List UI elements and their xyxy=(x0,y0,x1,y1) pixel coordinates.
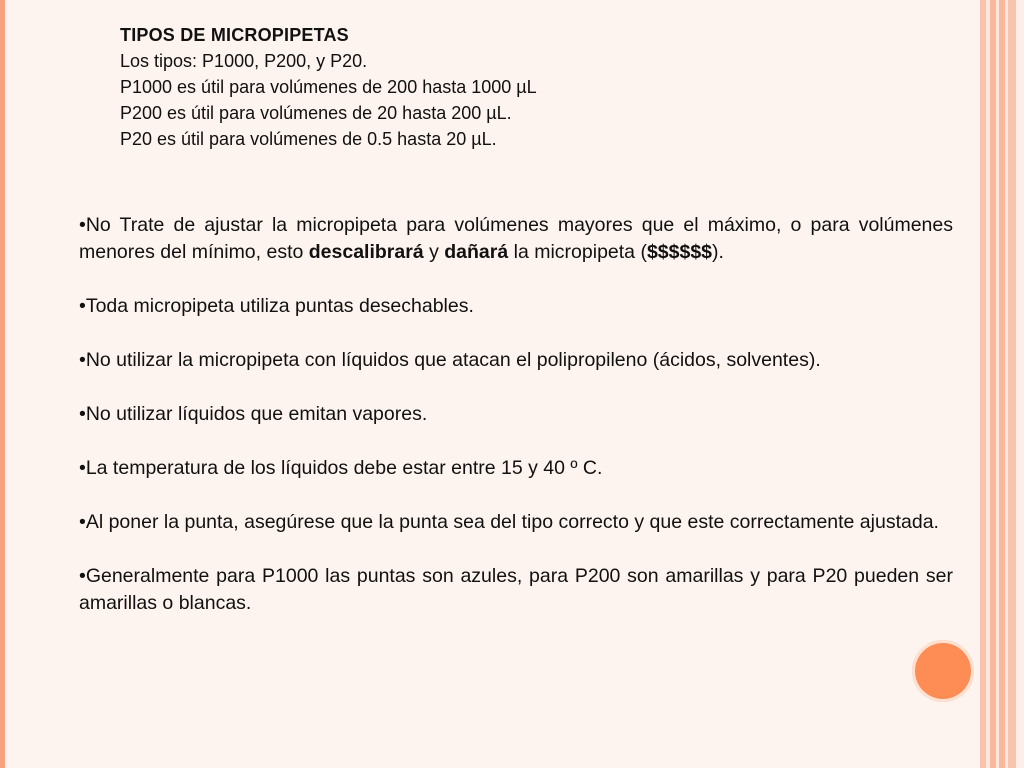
bullet-item: •Al poner la punta, asegúrese que la punta sea del tipo correcto y que este correctamente ajustada. xyxy=(79,511,939,533)
header-block xyxy=(120,22,740,152)
bullet-item: •No utilizar la micropipeta con líquidos que atacan el polipropileno (ácidos, solventes). xyxy=(79,349,821,371)
bold-text: $$$$$$ xyxy=(646,241,713,263)
header-line: P1000 es útil para volúmenes de 200 hasta 1000 µL xyxy=(120,77,537,97)
bullet-item: •Toda micropipeta utiliza puntas desechables. xyxy=(79,295,474,317)
bold-text: dañará xyxy=(444,241,509,263)
bullet-text: y xyxy=(423,241,445,263)
header-line: Los tipos: P1000, P200, y P20. xyxy=(120,51,368,71)
bullet-text: la micropipeta ( xyxy=(508,241,647,263)
bullet-item: •La temperatura de los líquidos debe estar entre 15 y 40 º C. xyxy=(79,457,603,479)
bullet-text: ). xyxy=(712,241,724,263)
page-title: TIPOS DE MICROPIPETAS xyxy=(120,25,349,45)
decorative-circle xyxy=(912,640,974,702)
header-line: P20 es útil para volúmenes de 0.5 hasta 20 µL. xyxy=(120,129,497,149)
bullet-list xyxy=(79,212,953,617)
decorative-stripe xyxy=(1008,0,1016,768)
decorative-stripe xyxy=(1016,0,1024,768)
bullet-item xyxy=(79,212,953,266)
bold-text: descalibrará xyxy=(308,241,424,263)
bullet-item: •No utilizar líquidos que emitan vapores. xyxy=(79,403,428,425)
bullet-text: •No Trate de ajustar la micropipeta para volúmenes mayores que el máximo, o para volúmenes menores del mínimo, esto xyxy=(79,214,953,263)
bullet-item: •Generalmente para P1000 las puntas son azules, para P200 son amarillas y para P20 pueden ser amarillas o blancas. xyxy=(79,565,953,614)
header-line: P200 es útil para volúmenes de 20 hasta 200 µL. xyxy=(120,103,512,123)
